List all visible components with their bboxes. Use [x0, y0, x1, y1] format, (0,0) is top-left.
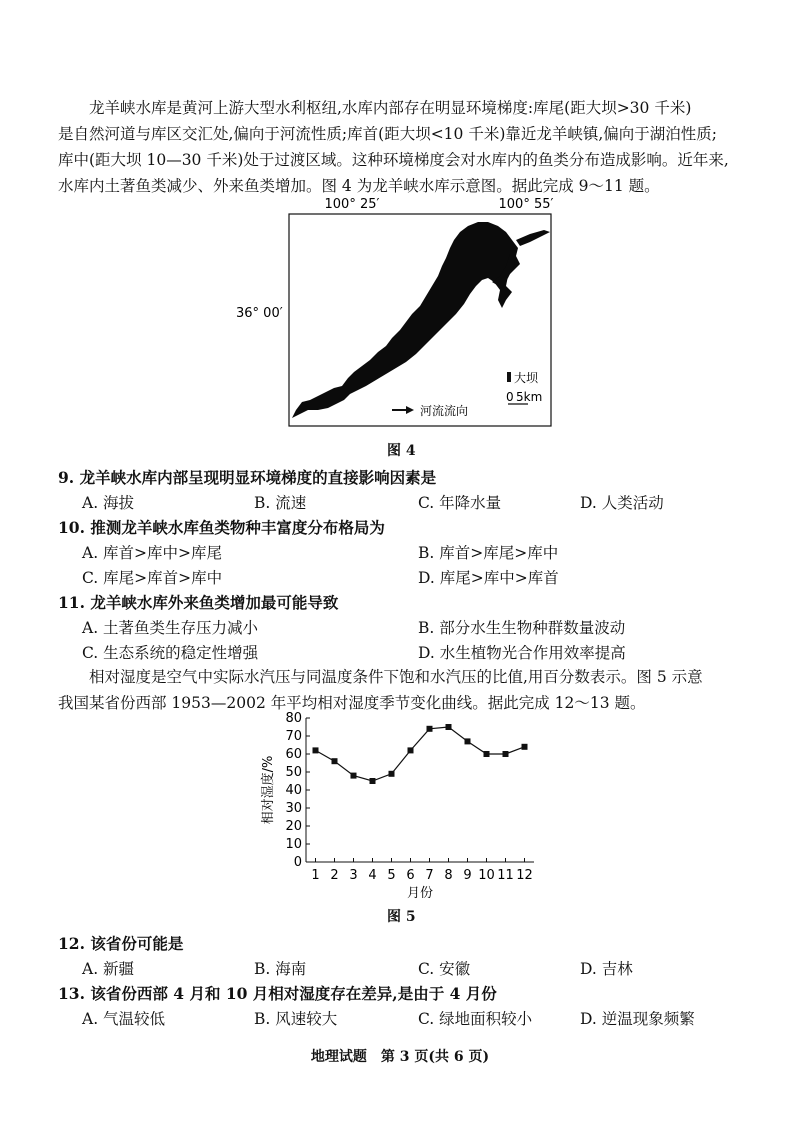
chart-data-point [427, 726, 433, 732]
passage-1-line: 是自然河道与库区交汇处,偏向于河流性质;库首(距大坝<10 千米)靠近龙羊峡镇,偏向于湖泊性质; [58, 125, 718, 143]
q10-option-c[interactable]: C. 库尾>库首>库中 [82, 569, 223, 587]
question-10-stem: 10. 推测龙羊峡水库鱼类物种丰富度分布格局为 [58, 518, 385, 537]
chart-x-tick-label: 8 [444, 868, 453, 883]
chart-x-tick-label: 6 [406, 868, 415, 883]
map-lon-left-label: 100° 25′ [324, 197, 380, 212]
chart-y-tick-label: 30 [285, 801, 302, 816]
q9-option-a[interactable]: A. 海拔 [82, 494, 135, 512]
passage-2-line: 我国某省份西部 1953—2002 年平均相对湿度季节变化曲线。据此完成 12～13 题。 [58, 694, 646, 712]
chart-x-tick-label: 3 [349, 868, 358, 883]
chart-x-tick-label: 1 [311, 868, 320, 883]
q11-option-a[interactable]: A. 土著鱼类生存压力减小 [82, 619, 259, 637]
q11-option-c[interactable]: C. 生态系统的稳定性增强 [82, 644, 259, 662]
passage-1-line: 库中(距大坝 10—30 千米)处于过渡区域。这种环境梯度会对水库内的鱼类分布造成影响。近年来, [58, 151, 729, 169]
chart-data-point [446, 724, 452, 730]
reservoir-map [230, 196, 560, 436]
chart-data-point [465, 738, 471, 744]
chart-y-tick-label: 70 [285, 729, 302, 744]
q12-option-c[interactable]: C. 安徽 [418, 960, 471, 978]
figure-5-caption: 图 5 [387, 909, 416, 925]
q13-option-b[interactable]: B. 风速较大 [254, 1010, 338, 1028]
dam-marker-icon [507, 372, 511, 382]
chart-data-point [370, 778, 376, 784]
q13-option-c[interactable]: C. 绿地面积较小 [418, 1010, 533, 1028]
chart-y-tick-label: 60 [285, 747, 302, 762]
chart-x-tick-label: 12 [516, 868, 533, 883]
q9-option-b[interactable]: B. 流速 [254, 494, 307, 512]
chart-y-tick-label: 0 [293, 855, 302, 870]
chart-x-tick-label: 4 [368, 868, 377, 883]
q9-option-c[interactable]: C. 年降水量 [418, 494, 502, 512]
q10-option-a[interactable]: A. 库首>库中>库尾 [82, 544, 223, 562]
chart-x-tick-label: 7 [425, 868, 434, 883]
question-9-stem: 9. 龙羊峡水库内部呈现明显环境梯度的直接影响因素是 [58, 468, 437, 487]
map-flow-label: 河流流向 [420, 404, 469, 418]
passage-1-line: 龙羊峡水库是黄河上游大型水利枢纽,水库内部存在明显环境梯度:库尾(距大坝>30 千米) [89, 99, 692, 117]
humidity-series-line [316, 727, 525, 781]
q10-option-d[interactable]: D. 库尾>库中>库首 [418, 569, 559, 587]
chart-x-axis-label: 月份 [406, 886, 434, 901]
question-12-stem: 12. 该省份可能是 [58, 934, 184, 953]
chart-y-tick-label: 10 [285, 837, 302, 852]
chart-x-tick-label: 2 [330, 868, 339, 883]
chart-data-point [389, 771, 395, 777]
chart-data-point [484, 751, 490, 757]
chart-data-point [332, 758, 338, 764]
chart-data-point [503, 751, 509, 757]
q11-option-b[interactable]: B. 部分水生生物种群数量波动 [418, 619, 626, 637]
chart-data-point [351, 773, 357, 779]
chart-x-tick-label: 5 [387, 868, 396, 883]
map-scale-label: 5km [516, 390, 543, 404]
map-dam-label: 大坝 [514, 371, 539, 385]
q11-option-d[interactable]: D. 水生植物光合作用效率提高 [418, 644, 626, 662]
chart-x-tick-label: 11 [497, 868, 514, 883]
chart-data-point [408, 747, 414, 753]
chart-y-tick-label: 50 [285, 765, 302, 780]
map-lon-right-label: 100° 55′ [498, 197, 554, 212]
page-footer: 地理试题 第 3 页(共 6 页) [310, 1049, 490, 1065]
chart-y-axis-label: 相对湿度/% [261, 755, 276, 825]
q13-option-a[interactable]: A. 气温较低 [82, 1010, 166, 1028]
reservoir-map-figure [230, 196, 560, 436]
passage-1 [58, 95, 748, 199]
humidity-chart-figure [258, 708, 548, 904]
question-13-stem: 13. 该省份西部 4 月和 10 月相对湿度存在差异,是由于 4 月份 [58, 984, 497, 1003]
q12-option-d[interactable]: D. 吉林 [580, 960, 633, 978]
chart-y-tick-label: 80 [285, 711, 302, 726]
q12-option-a[interactable]: A. 新疆 [82, 960, 135, 978]
q10-option-b[interactable]: B. 库首>库尾>库中 [418, 544, 559, 562]
map-lat-label: 36° 00′ [236, 306, 283, 321]
q9-option-d[interactable]: D. 人类活动 [580, 494, 664, 512]
passage-2-line: 相对湿度是空气中实际水汽压与同温度条件下饱和水汽压的比值,用百分数表示。图 5 示意 [89, 668, 703, 686]
chart-data-point [522, 744, 528, 750]
q12-option-b[interactable]: B. 海南 [254, 960, 307, 978]
chart-y-tick-label: 40 [285, 783, 302, 798]
figure-4-caption: 图 4 [387, 443, 416, 459]
chart-data-point [313, 747, 319, 753]
passage-1-line: 水库内土著鱼类减少、外来鱼类增加。图 4 为龙羊峡水库示意图。据此完成 9～11 题。 [58, 177, 660, 195]
map-scale-zero: 0 [506, 390, 514, 404]
chart-y-tick-label: 20 [285, 819, 302, 834]
humidity-chart [258, 708, 548, 904]
q13-option-d[interactable]: D. 逆温现象频繁 [580, 1010, 695, 1028]
chart-x-tick-label: 9 [463, 868, 472, 883]
question-11-stem: 11. 龙羊峡水库外来鱼类增加最可能导致 [58, 593, 339, 612]
chart-x-tick-label: 10 [478, 868, 495, 883]
